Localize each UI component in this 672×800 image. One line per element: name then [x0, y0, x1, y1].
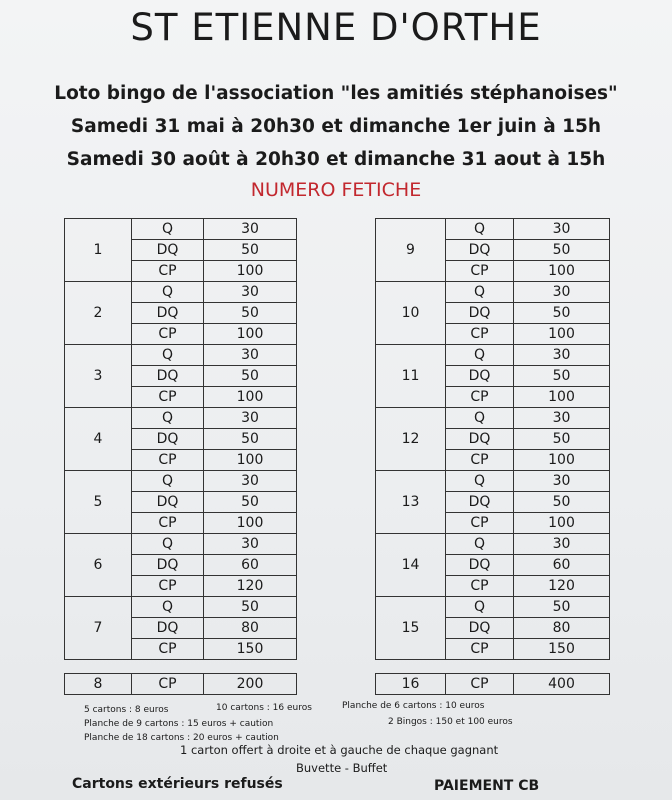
- game-number: 9: [376, 219, 446, 282]
- table-row: [376, 674, 610, 695]
- table-row: [376, 408, 610, 429]
- prize-type: Q: [446, 219, 514, 240]
- prize-value: 50: [204, 240, 297, 261]
- price-5-cartons: 5 cartons : 8 euros: [84, 705, 169, 715]
- prize-type: Q: [132, 597, 204, 618]
- prize-type: DQ: [446, 429, 514, 450]
- table-row: [376, 471, 610, 492]
- prize-type: Q: [446, 534, 514, 555]
- game-number: 2: [65, 282, 132, 345]
- prize-value: 120: [204, 576, 297, 597]
- prize-type: Q: [132, 408, 204, 429]
- prize-type: DQ: [446, 555, 514, 576]
- prize-value: 100: [514, 387, 610, 408]
- table-row: [65, 282, 297, 303]
- prize-type: Q: [446, 282, 514, 303]
- prize-type: Q: [446, 471, 514, 492]
- prize-type: CP: [446, 261, 514, 282]
- prize-type: DQ: [446, 618, 514, 639]
- game-number: 8: [65, 674, 132, 695]
- prize-type: DQ: [132, 618, 204, 639]
- right-prize-table: [375, 218, 610, 660]
- numero-fetiche-heading: NUMERO FETICHE: [250, 179, 422, 201]
- table-row: [65, 408, 297, 429]
- table-row: [376, 345, 610, 366]
- prize-value: 30: [204, 471, 297, 492]
- prize-value: 100: [514, 513, 610, 534]
- prize-value: 50: [514, 492, 610, 513]
- game-number: 10: [376, 282, 446, 345]
- free-carton-offer: 1 carton offert à droite et à gauche de chaque gagnant: [180, 743, 499, 757]
- prize-value: 50: [204, 597, 297, 618]
- prize-value: 60: [204, 555, 297, 576]
- prize-type: Q: [446, 597, 514, 618]
- poster-title: ST ETIENNE D'ORTHE: [130, 6, 542, 49]
- prize-value: 200: [204, 674, 297, 695]
- price-bingos: 2 Bingos : 150 et 100 euros: [388, 717, 513, 727]
- prize-value: 30: [514, 408, 610, 429]
- table-row: [376, 597, 610, 618]
- prize-value: 100: [204, 450, 297, 471]
- prize-value: 30: [514, 345, 610, 366]
- prize-value: 100: [204, 513, 297, 534]
- prize-value: 30: [204, 408, 297, 429]
- game-number: 15: [376, 597, 446, 660]
- prize-type: CP: [446, 513, 514, 534]
- prize-value: 50: [204, 303, 297, 324]
- game-number: 5: [65, 471, 132, 534]
- game-number: 1: [65, 219, 132, 282]
- prize-value: 30: [204, 219, 297, 240]
- left-prize-table: [64, 218, 297, 660]
- prize-value: 50: [514, 429, 610, 450]
- prize-value: 150: [204, 639, 297, 660]
- price-10-cartons: 10 cartons : 16 euros: [216, 703, 312, 713]
- prize-type: CP: [446, 674, 514, 695]
- prize-value: 30: [514, 219, 610, 240]
- prize-type: CP: [446, 576, 514, 597]
- event-line-dates-2: Samedi 30 août à 20h30 et dimanche 31 aout à 15h: [66, 149, 606, 170]
- table-row: [65, 471, 297, 492]
- game-number: 7: [65, 597, 132, 660]
- prize-value: 50: [204, 366, 297, 387]
- prize-type: CP: [446, 387, 514, 408]
- table-row: [376, 534, 610, 555]
- prize-type: CP: [446, 324, 514, 345]
- prize-value: 30: [204, 345, 297, 366]
- game-number: 12: [376, 408, 446, 471]
- prize-type: CP: [132, 513, 204, 534]
- game-number: 11: [376, 345, 446, 408]
- event-line-association: Loto bingo de l'association "les amitiés stéphanoises": [54, 83, 618, 104]
- prize-value: 150: [514, 639, 610, 660]
- prize-type: Q: [446, 408, 514, 429]
- game-number: 16: [376, 674, 446, 695]
- prize-type: DQ: [132, 240, 204, 261]
- prize-type: DQ: [132, 303, 204, 324]
- prize-value: 50: [204, 429, 297, 450]
- prize-value: 80: [514, 618, 610, 639]
- table-row: [65, 597, 297, 618]
- prize-value: 100: [514, 261, 610, 282]
- prize-value: 80: [204, 618, 297, 639]
- prize-type: CP: [132, 674, 204, 695]
- prize-type: Q: [446, 345, 514, 366]
- prize-type: DQ: [446, 366, 514, 387]
- prize-type: CP: [132, 450, 204, 471]
- prize-value: 100: [204, 261, 297, 282]
- prize-value: 50: [514, 366, 610, 387]
- prize-type: DQ: [132, 429, 204, 450]
- prize-value: 100: [204, 387, 297, 408]
- price-planche-9: Planche de 9 cartons : 15 euros + caution: [84, 719, 274, 729]
- prize-value: 50: [514, 240, 610, 261]
- prize-value: 30: [514, 471, 610, 492]
- prize-type: Q: [132, 534, 204, 555]
- prize-value: 30: [204, 282, 297, 303]
- prize-type: Q: [132, 345, 204, 366]
- left-single-prize-table: [64, 673, 297, 695]
- event-line-dates-1: Samedi 31 mai à 20h30 et dimanche 1er juin à 15h: [70, 116, 602, 137]
- prize-type: CP: [446, 639, 514, 660]
- game-number: 4: [65, 408, 132, 471]
- prize-value: 30: [514, 282, 610, 303]
- game-number: 6: [65, 534, 132, 597]
- game-number: 13: [376, 471, 446, 534]
- prize-type: DQ: [132, 555, 204, 576]
- prize-type: CP: [446, 450, 514, 471]
- prize-value: 30: [204, 534, 297, 555]
- cartons-refused: Cartons extérieurs refusés: [72, 776, 283, 792]
- prize-type: Q: [132, 471, 204, 492]
- prize-type: DQ: [446, 492, 514, 513]
- table-row: [65, 219, 297, 240]
- prize-type: Q: [132, 219, 204, 240]
- prize-value: 30: [514, 534, 610, 555]
- right-single-prize-table: [375, 673, 610, 695]
- prize-value: 120: [514, 576, 610, 597]
- price-planche-6: Planche de 6 cartons : 10 euros: [342, 701, 485, 711]
- prize-type: DQ: [132, 366, 204, 387]
- prize-value: 400: [514, 674, 610, 695]
- price-planche-18: Planche de 18 cartons : 20 euros + caution: [84, 733, 279, 743]
- buvette-buffet: Buvette - Buffet: [296, 761, 388, 775]
- prize-type: DQ: [446, 303, 514, 324]
- prize-value: 100: [514, 450, 610, 471]
- prize-value: 100: [514, 324, 610, 345]
- table-row: [65, 674, 297, 695]
- table-row: [65, 534, 297, 555]
- table-row: [376, 282, 610, 303]
- prize-type: CP: [132, 387, 204, 408]
- game-number: 14: [376, 534, 446, 597]
- prize-type: DQ: [132, 492, 204, 513]
- prize-value: 100: [204, 324, 297, 345]
- table-row: [65, 345, 297, 366]
- prize-type: CP: [132, 576, 204, 597]
- payment-cb: PAIEMENT CB: [434, 778, 540, 794]
- prize-type: CP: [132, 639, 204, 660]
- prize-type: CP: [132, 324, 204, 345]
- prize-value: 50: [204, 492, 297, 513]
- game-number: 3: [65, 345, 132, 408]
- prize-value: 50: [514, 597, 610, 618]
- prize-type: CP: [132, 261, 204, 282]
- prize-value: 60: [514, 555, 610, 576]
- prize-value: 50: [514, 303, 610, 324]
- prize-type: Q: [132, 282, 204, 303]
- prize-type: DQ: [446, 240, 514, 261]
- table-row: [376, 219, 610, 240]
